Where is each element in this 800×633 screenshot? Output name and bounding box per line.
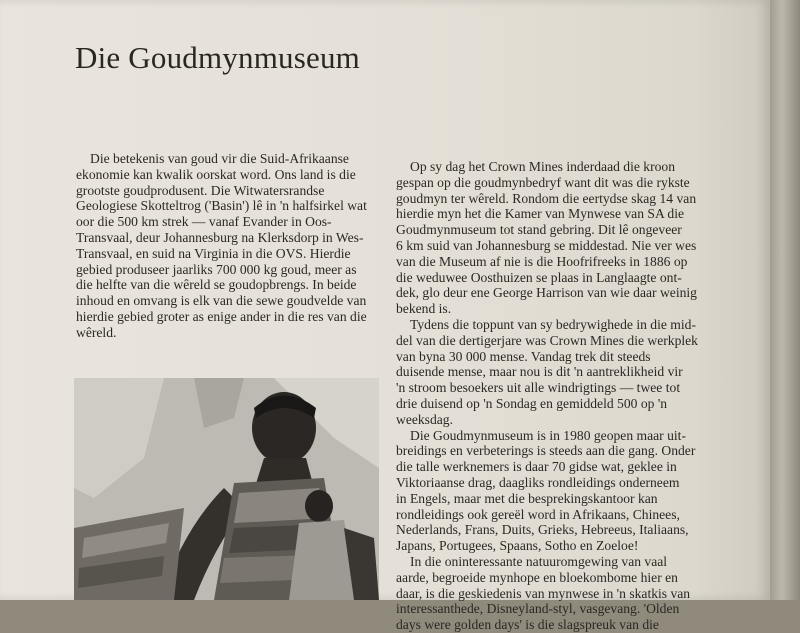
text-line: die talle werknemers is daar 70 gidse wat, geklee in — [396, 459, 677, 475]
text-line: grootste goudprodusent. Die Witwatersrandse — [76, 182, 325, 198]
dancers-photo — [74, 378, 379, 600]
text-line: die helfte van die wêreld se goudopbrengs. In beide — [76, 277, 357, 293]
text-line: Goudmynmuseum tot stand gebring. Dit lê ongeveer — [396, 222, 682, 238]
text-line: weeksdag. — [396, 411, 453, 427]
text-line: hierdie myn het die Kamer van Mynwese van SA die — [396, 206, 685, 222]
text-line: hierdie gebied groter as enige ander in die res van die — [76, 308, 367, 324]
text-line: gespan op die goudmynbedryf want dit was die rykste — [396, 174, 690, 190]
text-line: aarde, begroeide mynhope en bloekombome hier en — [396, 569, 678, 585]
text-line: die weduwee Oosthuizen se plaas in Langlaagte ont- — [396, 269, 682, 285]
text-line: Transvaal, en suid na Virginia in die OVS. Hierdie — [76, 245, 351, 261]
text-line: Viktoriaanse drag, daagliks rondleidings onderneem — [396, 474, 680, 490]
text-line: van die Museum af nie is die Hoofrifreeks in 1886 op — [396, 253, 688, 269]
text-line: ekonomie kan kwalik oorskat word. Ons land is die — [76, 166, 356, 182]
text-line: van byna 30 000 mense. Vandag trek dit steeds — [396, 348, 651, 364]
text-line: dek, glo deur ene George Harrison van wie daar weinig — [396, 285, 697, 301]
text-line: interessanthede, Disneyland-styl, vasgevang. 'Olden — [396, 601, 680, 617]
page-edge — [770, 0, 800, 600]
page-title: Die Goudmynmuseum — [75, 40, 360, 75]
text-line: Die Goudmynmuseum is in 1980 geopen maar uit- — [410, 427, 686, 443]
text-line: oor die 500 km strek — vanaf Evander in Oos- — [76, 214, 332, 230]
text-line: wêreld. — [76, 324, 117, 340]
text-line: Op sy dag het Crown Mines inderdaad die kroon — [410, 159, 676, 174]
text-line: daar, is die geskiedenis van mynwese in 'n skatkis van — [396, 585, 691, 601]
text-line: Transvaal, deur Johannesburg na Klerksdorp in Wes- — [76, 229, 364, 245]
text-line: bekend is. — [396, 301, 452, 317]
right-text-column — [396, 159, 726, 633]
text-line: gebied produseer jaarliks 700 000 kg goud, meer as — [76, 261, 357, 277]
text-line: Nederlands, Frans, Duits, Grieks, Hebreeus, Italiaans, — [396, 522, 689, 538]
text-line: rondleidings ook gereël word in Afrikaans, Chinees, — [396, 506, 680, 522]
text-line: days were golden days' is die slagspreuk van die — [396, 617, 659, 633]
text-line: Tydens die toppunt van sy bedrywighede in die mid- — [410, 316, 696, 332]
text-line: Die betekenis van goud vir die Suid-Afrikaanse — [90, 151, 349, 166]
text-line: duisende mense, maar nou is dit 'n aantreklikheid vir — [396, 364, 683, 380]
text-line: Japans, Portugees, Spaans, Sotho en Zoeloe! — [396, 538, 639, 554]
text-line: drie duisend op 'n Sondag en gemiddeld 500 op 'n — [396, 395, 668, 411]
text-line: inhoud en omvang is elk van die sewe goudvelde van — [76, 293, 367, 309]
text-line: goudmyn ter wêreld. Rondom die eertydse skag 14 van — [396, 190, 697, 206]
text-line: del van die dertigerjare was Crown Mines die werkplek — [396, 332, 698, 348]
text-line: In die oninteressante natuuromgewing van vaal — [410, 553, 668, 569]
left-text-column — [76, 151, 381, 341]
text-line: 6 km suid van Johannesburg se middestad. Nie ver wes — [396, 237, 697, 253]
text-line: 'n stroom besoekers uit alle windrigtings — twee tot — [396, 380, 681, 396]
text-line: Geologiese Skotteltrog ('Basin') lê in 'n halfsirkel wat — [76, 198, 367, 214]
text-line: in Engels, maar met die besprekingskantoor kan — [396, 490, 658, 506]
text-line: breidings en verbeterings is steeds aan die gang. Onder — [396, 443, 696, 459]
